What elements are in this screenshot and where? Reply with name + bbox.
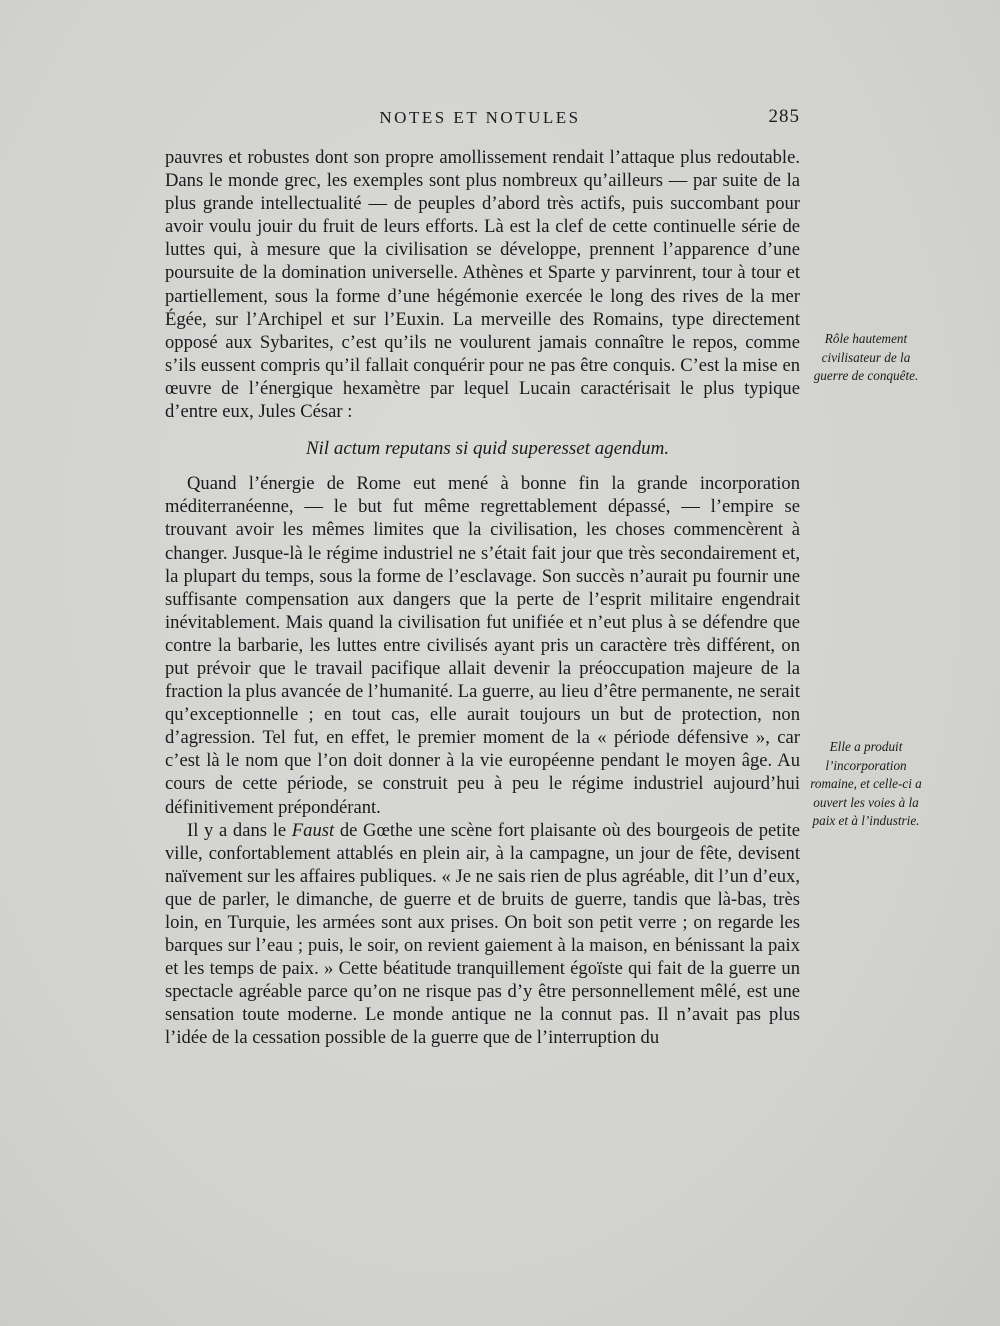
paragraph-3-rest: de Gœthe une scène fort plaisante où des bourgeois de petite ville, confortablement attablés en plein air, à la campagne, un jour de fête, devisent naïvement sur les affaires publiques. « Je ne sais rien de plus agréable, dit l’un d’eux, que de parler, le dimanche, de guerre et de bruits de guerre, tandis que là-bas, très loin, en Turquie, les armées sont aux prises. On boit son petit verre ; on regarde les barques sur l’eau ; puis, le soir, on revient gaiement à la maison, en bénissant la paix et les temps de paix. » Cette béatitude tranquillement égoïste qui fait de la guerre un spectacle agréable parce qu’on ne risque pas d’y être personnellement mêlé, est une sensation toute moderne. Le monde antique ne la connut pas. Il n’avait pas plus l’idée de la cessation possible de la guerre que de l’interruption du bbox=[165, 819, 800, 1049]
body-text bbox=[165, 146, 800, 1050]
running-head bbox=[160, 106, 800, 130]
margin-note-2: Elle a produit l’incorporation romaine, et celle-ci a ouvert les voies à la paix et à l’industrie. bbox=[810, 739, 922, 829]
verse-quotation: Nil actum reputans si quid superesset agendum. bbox=[305, 438, 670, 460]
faust-title: Faust bbox=[291, 819, 335, 841]
paragraph-3-start: Il y a dans le bbox=[187, 819, 292, 841]
paragraph-3 bbox=[165, 819, 800, 1050]
running-title: NOTES ET NOTULES bbox=[379, 108, 581, 127]
paragraph-1: pauvres et robustes dont son propre amollissement rendait l’attaque plus redoutable. Dans le monde grec, les exemples sont plus nombreux qu’ailleurs — par suite de la plus grande intellectualité — de peuples d’abord très actifs, puis succombant pour avoir voulu jouir du fruit de leurs efforts. Là est la clef de cette continuelle série de luttes qui, à mesure que la civilisation se développe, prennent l’apparence d’une poursuite de la domination universelle. Athènes et Sparte y parvinrent, tour à tour et partiellement, sous la forme d’une hégémonie exercée le long des rives de la mer Égée, sur l’Archipel et sur l’Euxin. La merveille des Romains, type directement opposé aux Sybarites, c’est qu’ils ne voulurent jamais connaître le repos, comme s’ils eussent compris qu’il fallait conquérir pour ne pas être conquis. C’est la mise en œuvre de l’énergique hexamètre par lequel Lucain caractérisait le plus typique d’entre eux, Jules César : bbox=[165, 147, 800, 423]
paragraph-2: Quand l’énergie de Rome eut mené à bonne fin la grande incorporation méditerranéenne, — le but fut même regrettablement dépassé, — l’empire se trouvant avoir les mêmes limites que la civilisation, les choses commencèrent à changer. Jusque-là le régime industriel ne s’était fait jour que très secondairement et, la plupart du temps, sous la forme de l’esclavage. Son succès n’aurait pu fournir une suffisante compensation aux dangers que la perte de l’esprit militaire engendrait inévitablement. Mais quand la civilisation fut unifiée et n’eut plus à se défendre que contre la barbarie, les luttes entre civilisés ayant pris un caractère très différent, on put prévoir que le travail pacifique allait devenir la préoccupation majeure de la fraction la plus avancée de l’humanité. La guerre, au lieu d’être permanente, ne serait qu’exceptionnelle ; en tout cas, elle aurait toujours un but de protection, non d’agression. Tel fut, en effet, le premier moment de la « période défensive », car c’est là le nom que l’on doit donner à la vie européenne pendant le moyen âge. Au cours de cette période, se construit peu à peu le régime industriel aujourd’hui définitivement prépondérant. bbox=[165, 473, 800, 818]
page-number: 285 bbox=[768, 106, 800, 127]
margin-note-1: Rôle hautement civilisateur de la guerre de conquête. bbox=[813, 331, 919, 384]
